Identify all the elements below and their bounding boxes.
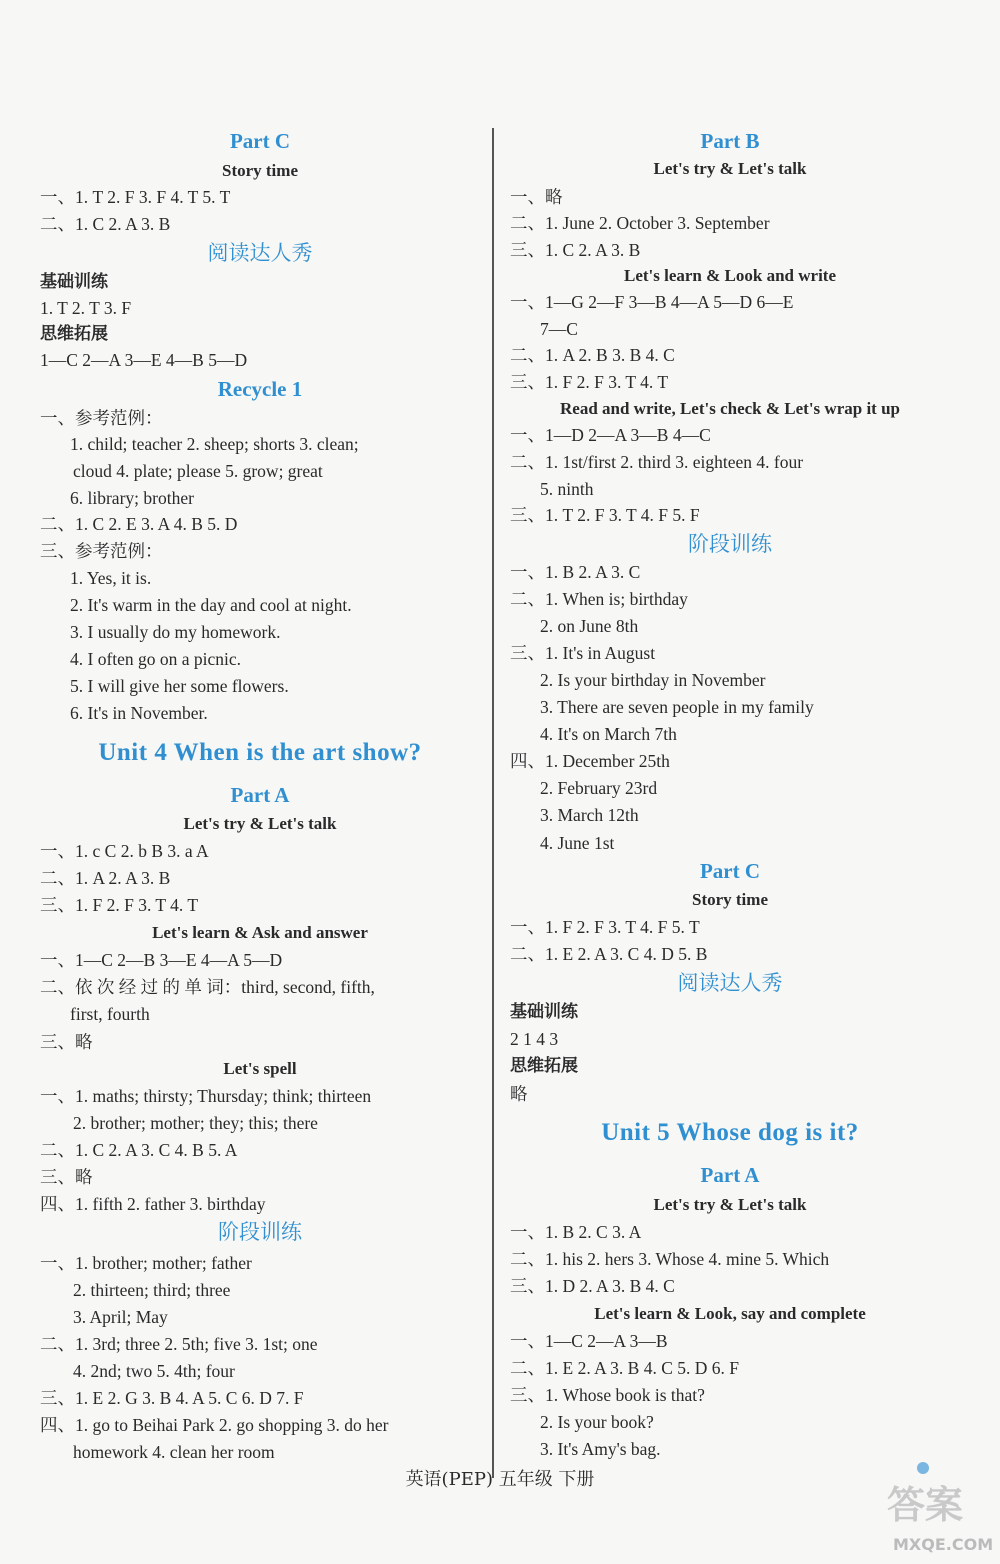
left-line-30: 二、依 次 经 过 的 单 词：third, second, fifth, bbox=[40, 977, 375, 997]
left-line-25: 一、1. c C 2. b B 3. a A bbox=[40, 841, 209, 861]
left-line-39: 阶段训练 bbox=[218, 1220, 302, 1244]
right-line-10: Read and write, Let's check & Let's wrap it up bbox=[560, 399, 900, 418]
right-line-39: 一、1. B 2. C 3. A bbox=[510, 1222, 642, 1242]
left-line-16: 1. Yes, it is. bbox=[70, 568, 152, 588]
right-line-38: Let's try & Let's talk bbox=[653, 1195, 807, 1214]
left-line-47: homework 4. clean her room bbox=[73, 1442, 275, 1462]
left-line-41: 2. thirteen; third; three bbox=[73, 1280, 231, 1300]
right-line-47: 3. It's Amy's bag. bbox=[540, 1439, 661, 1459]
left-line-21: 6. It's in November. bbox=[70, 703, 208, 723]
left-line-28: Let's learn & Ask and answer bbox=[152, 923, 368, 942]
page-footer: 英语(PEP) 五年级 下册 bbox=[405, 1469, 595, 1490]
right-line-34: 思维拓展 bbox=[510, 1056, 578, 1076]
left-line-0: Part C bbox=[229, 129, 291, 153]
left-line-27: 三、1. F 2. F 3. T 4. T bbox=[40, 895, 199, 915]
left-line-9: Recycle 1 bbox=[217, 377, 303, 401]
left-line-14: 二、1. C 2. E 3. A 4. B 5. D bbox=[40, 514, 238, 534]
right-line-13: 5. ninth bbox=[540, 479, 594, 499]
right-line-19: 三、1. It's in August bbox=[510, 643, 656, 663]
left-line-15: 三、参考范例： bbox=[40, 541, 163, 561]
right-line-20: 2. Is your birthday in November bbox=[540, 670, 766, 690]
left-line-31: first, fourth bbox=[70, 1004, 150, 1024]
right-line-23: 四、1. December 25th bbox=[510, 751, 670, 771]
left-line-36: 二、1. C 2. A 3. C 4. B 5. A bbox=[40, 1140, 238, 1160]
left-line-46: 四、1. go to Beihai Park 2. go shopping 3. do her bbox=[40, 1415, 389, 1435]
left-line-18: 3. I usually do my homework. bbox=[70, 622, 281, 642]
right-line-12: 二、1. 1st/first 2. third 3. eighteen 4. four bbox=[510, 452, 804, 472]
right-line-24: 2. February 23rd bbox=[540, 778, 658, 798]
right-line-0: Part B bbox=[700, 129, 760, 153]
left-line-1: Story time bbox=[221, 161, 298, 180]
right-line-9: 三、1. F 2. F 3. T 4. T bbox=[510, 372, 669, 392]
right-line-1: Let's try & Let's talk bbox=[653, 159, 807, 178]
right-line-30: 二、1. E 2. A 3. C 4. D 5. B bbox=[510, 944, 708, 964]
right-line-4: 三、1. C 2. A 3. B bbox=[510, 240, 641, 260]
left-line-3: 二、1. C 2. A 3. B bbox=[40, 214, 171, 234]
left-line-24: Let's try & Let's talk bbox=[183, 814, 337, 833]
right-line-15: 阶段训练 bbox=[688, 532, 772, 556]
right-line-33: 2 1 4 3 bbox=[510, 1029, 559, 1049]
right-line-45: 三、1. Whose book is that? bbox=[510, 1385, 705, 1405]
right-line-5: Let's learn & Look and write bbox=[623, 266, 837, 285]
right-line-25: 3. March 12th bbox=[540, 805, 639, 825]
right-line-37: Part A bbox=[700, 1163, 760, 1187]
right-line-40: 二、1. his 2. hers 3. Whose 4. mine 5. Which bbox=[510, 1249, 830, 1269]
left-line-20: 5. I will give her some flowers. bbox=[70, 676, 289, 696]
left-line-4: 阅读达人秀 bbox=[207, 241, 313, 265]
right-line-11: 一、1—D 2—A 3—B 4—C bbox=[510, 425, 711, 445]
right-line-16: 一、1. B 2. A 3. C bbox=[510, 562, 641, 582]
right-line-22: 4. It's on March 7th bbox=[540, 724, 677, 744]
right-line-44: 二、1. E 2. A 3. B 4. C 5. D 6. F bbox=[510, 1358, 739, 1378]
left-line-5: 基础训练 bbox=[40, 272, 108, 292]
left-line-12: cloud 4. plate; please 5. grow; great bbox=[73, 461, 323, 481]
left-line-7: 思维拓展 bbox=[40, 324, 108, 344]
right-line-28: Story time bbox=[691, 890, 768, 909]
left-line-35: 2. brother; mother; they; this; there bbox=[73, 1113, 318, 1133]
right-line-3: 二、1. June 2. October 3. September bbox=[510, 213, 770, 233]
left-line-13: 6. library; brother bbox=[70, 488, 194, 508]
right-line-42: Let's learn & Look, say and complete bbox=[594, 1304, 866, 1323]
right-line-8: 二、1. A 2. B 3. B 4. C bbox=[510, 345, 675, 365]
left-line-10: 一、参考范例： bbox=[40, 408, 163, 428]
right-line-2: 一、略 bbox=[510, 187, 563, 207]
right-line-32: 基础训练 bbox=[510, 1002, 578, 1022]
left-line-37: 三、略 bbox=[40, 1167, 93, 1187]
left-line-34: 一、1. maths; thirsty; Thursday; think; thirteen bbox=[40, 1086, 372, 1106]
right-line-18: 2. on June 8th bbox=[540, 616, 639, 636]
left-line-2: 一、1. T 2. F 3. F 4. T 5. T bbox=[40, 187, 231, 207]
watermark-logo bbox=[885, 1458, 995, 1558]
left-line-8: 1—C 2—A 3—E 4—B 5—D bbox=[40, 350, 248, 370]
right-line-6: 一、1—G 2—F 3—B 4—A 5—D 6—E bbox=[510, 292, 794, 312]
right-line-35: 略 bbox=[510, 1084, 528, 1104]
right-line-26: 4. June 1st bbox=[540, 833, 615, 853]
left-line-40: 一、1. brother; mother; father bbox=[40, 1253, 252, 1273]
right-line-41: 三、1. D 2. A 3. B 4. C bbox=[510, 1276, 675, 1296]
right-line-17: 二、1. When is; birthday bbox=[510, 589, 688, 609]
right-line-27: Part C bbox=[699, 859, 761, 883]
left-line-26: 二、1. A 2. A 3. B bbox=[40, 868, 171, 888]
right-line-21: 3. There are seven people in my family bbox=[540, 697, 814, 717]
left-line-42: 3. April; May bbox=[73, 1307, 168, 1327]
left-line-23: Part A bbox=[230, 783, 290, 807]
right-line-46: 2. Is your book? bbox=[540, 1412, 654, 1432]
right-line-14: 三、1. T 2. F 3. T 4. F 5. F bbox=[510, 505, 700, 525]
left-line-11: 1. child; teacher 2. sheep; shorts 3. clean; bbox=[70, 434, 359, 454]
right-line-43: 一、1—C 2—A 3—B bbox=[510, 1331, 668, 1351]
right-line-29: 一、1. F 2. F 3. T 4. F 5. T bbox=[510, 917, 700, 937]
left-line-6: 1. T 2. T 3. F bbox=[40, 298, 132, 318]
left-line-22: Unit 4 When is the art show? bbox=[98, 739, 422, 766]
left-line-38: 四、1. fifth 2. father 3. birthday bbox=[40, 1194, 266, 1214]
right-line-36: Unit 5 Whose dog is it? bbox=[601, 1119, 859, 1146]
right-line-31: 阅读达人秀 bbox=[677, 971, 783, 995]
left-line-44: 4. 2nd; two 5. 4th; four bbox=[73, 1361, 235, 1381]
left-line-43: 二、1. 3rd; three 2. 5th; five 3. 1st; one bbox=[40, 1334, 318, 1354]
left-line-32: 三、略 bbox=[40, 1032, 93, 1052]
left-line-17: 2. It's warm in the day and cool at night. bbox=[70, 595, 352, 615]
column-divider bbox=[492, 128, 494, 1478]
svg-text:答案: 答案 bbox=[887, 1483, 964, 1527]
right-line-7: 7—C bbox=[540, 319, 578, 339]
left-line-45: 三、1. E 2. G 3. B 4. A 5. C 6. D 7. F bbox=[40, 1388, 304, 1408]
left-line-33: Let's spell bbox=[223, 1059, 297, 1078]
watermark-text: MXQE.COM bbox=[893, 1535, 994, 1554]
left-line-19: 4. I often go on a picnic. bbox=[70, 649, 242, 669]
left-line-29: 一、1—C 2—B 3—E 4—A 5—D bbox=[40, 950, 283, 970]
